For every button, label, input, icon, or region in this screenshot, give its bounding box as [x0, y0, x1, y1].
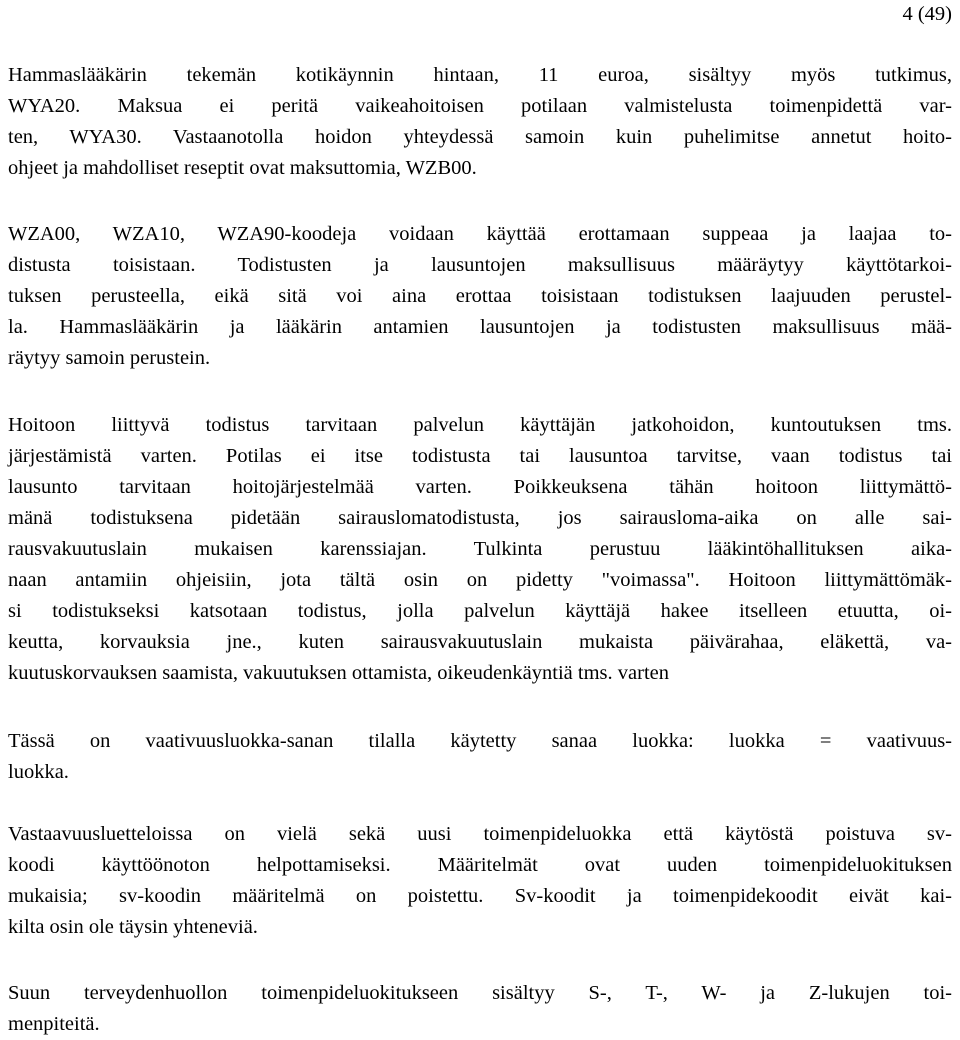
text-line: WYA20. Maksua ei peritä vaikeahoitoisen potilaan valmistelusta toimenpidettä var-	[8, 95, 952, 117]
text-line: distusta toisistaan. Todistusten ja lausuntojen maksullisuus määräytyy käyttötarkoi-	[8, 254, 952, 276]
text-line: Hammaslääkärin tekemän kotikäynnin hintaan, 11 euroa, sisältyy myös tutkimus,	[8, 64, 952, 86]
paragraph-certificate-codes	[8, 219, 952, 374]
text-line: kuutuskorvauksen saamista, vakuutuksen ottamista, oikeudenkäyntiä tms. varten	[8, 662, 669, 684]
text-line: Tässä on vaativuusluokka-sanan tilalla käytetty sanaa luokka: luokka = vaativuus-	[8, 730, 952, 752]
text-line: luokka.	[8, 761, 69, 783]
text-line: si todistukseksi katsotaan todistus, jolla palvelun käyttäjä hakee itselleen etuutta, oi-	[8, 600, 952, 622]
text-line: ohjeet ja mahdolliset reseptit ovat maksuttomia, WZB00.	[8, 157, 477, 179]
text-line: Suun terveydenhuollon toimenpideluokitukseen sisältyy S-, T-, W- ja Z-lukujen toi-	[8, 982, 952, 1004]
text-line: mukaisia; sv-koodin määritelmä on poistettu. Sv-koodit ja toimenpidekoodit eivät kai-	[8, 885, 952, 907]
paragraph-treatment-certificate	[8, 410, 952, 689]
text-line: la. Hammaslääkärin ja lääkärin antamien lausuntojen ja todistusten maksullisuus mää-	[8, 316, 952, 338]
paragraph-house-call-fees	[8, 60, 952, 184]
text-line: mänä todistuksena pidetään sairauslomatodistusta, jos sairausloma-aika on alle sai-	[8, 507, 952, 529]
text-line: keutta, korvauksia jne., kuten sairausvakuutuslain mukaista päivärahaa, eläkettä, va-	[8, 631, 952, 653]
text-line: kilta osin ole täysin yhteneviä.	[8, 916, 258, 938]
text-line: koodi käyttöönoton helpottamiseksi. Määritelmät ovat uuden toimenpideluokituksen	[8, 854, 952, 876]
text-line: rausvakuutuslain mukaisen karenssiajan. Tulkinta perustuu lääkintöhallituksen aika-	[8, 538, 952, 560]
paragraph-classification-scope	[8, 978, 952, 1040]
text-line: WZA00, WZA10, WZA90-koodeja voidaan käyttää erottamaan suppeaa ja laajaa to-	[8, 223, 952, 245]
text-line: ten, WYA30. Vastaanotolla hoidon yhteydessä samoin kuin puhelimitse annetut hoito-	[8, 126, 952, 148]
text-line: Hoitoon liittyvä todistus tarvitaan palvelun käyttäjän jatkohoidon, kuntoutuksen tms.	[8, 414, 952, 436]
page-number: 4 (49)	[902, 3, 952, 25]
text-line: naan antamiin ohjeisiin, jota tältä osin on pidetty "voimassa". Hoitoon liittymättömäk-	[8, 569, 952, 591]
text-line: Vastaavuusluetteloissa on vielä sekä uusi toimenpideluokka että käytöstä poistuva sv-	[8, 823, 952, 845]
text-line: menpiteitä.	[8, 1013, 100, 1035]
text-line: järjestämistä varten. Potilas ei itse todistusta tai lausuntoa tarvitse, vaan todistus tai	[8, 445, 952, 467]
text-line: tuksen perusteella, eikä sitä voi aina erottaa toisistaan todistuksen laajuuden perustel-	[8, 285, 952, 307]
text-line: räytyy samoin perustein.	[8, 347, 211, 369]
paragraph-correspondence-lists	[8, 819, 952, 943]
text-line: lausunto tarvitaan hoitojärjestelmää varten. Poikkeuksena tähän hoitoon liittymättö-	[8, 476, 952, 498]
paragraph-class-note	[8, 726, 952, 788]
